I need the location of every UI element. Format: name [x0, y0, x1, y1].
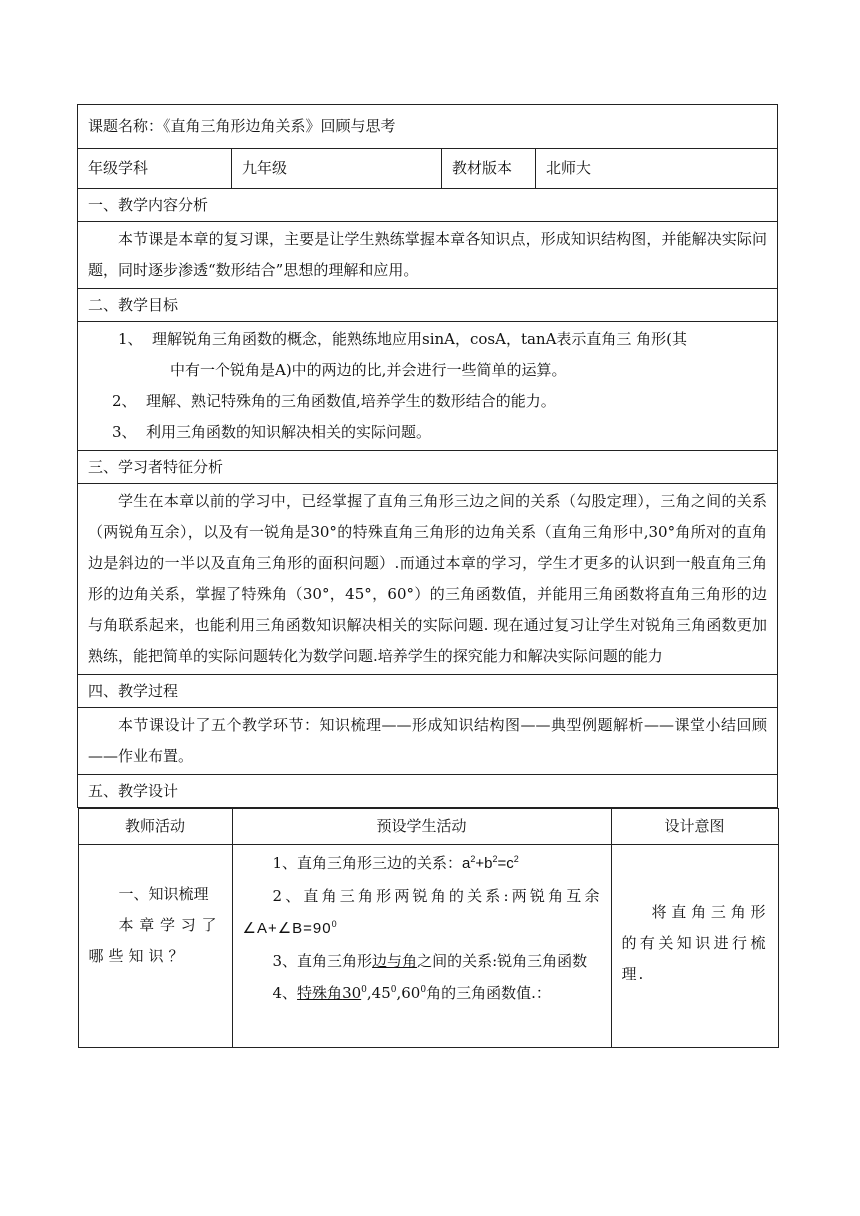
section-goals-title: 二、教学目标	[78, 289, 778, 322]
angle-sum-formula	[243, 920, 338, 937]
lesson-title: 课题名称：《直角三角形边角关系》回顾与思考	[78, 105, 778, 149]
teacher-activity-cell	[78, 845, 232, 1048]
grade-label: 年级学科	[78, 149, 232, 189]
exp-b: 2	[492, 854, 498, 864]
header-teacher-activity: 教师活动	[78, 809, 232, 845]
exp-c: 2	[513, 854, 519, 864]
goal-number: 1、	[118, 330, 143, 348]
teacher-activity-question: 本章学习了哪些知识？	[88, 916, 222, 965]
header-student-activity: 预设学生活动	[232, 809, 611, 845]
degree-mark: 0	[390, 985, 397, 995]
header-design-intent: 设计意图	[611, 809, 778, 845]
item3-suffix: 之间的关系:锐角三角函数	[417, 952, 588, 970]
goal-item-1	[88, 324, 767, 386]
student-item-3	[243, 945, 601, 977]
section-learner-body	[78, 484, 778, 675]
item4-underlined: 特殊角	[297, 984, 343, 1002]
student-item-1	[243, 847, 601, 880]
goal-number: 2、	[112, 392, 137, 410]
pythagoras-formula	[462, 855, 519, 872]
item2-text: 2、直角三角形两锐角的关系:两锐角互余	[272, 887, 601, 905]
goal-number: 3、	[112, 423, 137, 441]
exp-a: 2	[470, 854, 476, 864]
edition-value: 北师大	[536, 149, 778, 189]
goal-1-line-1: 理解锐角三角函数的概念，能熟练地应用sinA，cosA，tanA表示直角三 角形(其	[152, 330, 688, 348]
item4-prefix: 4、	[272, 984, 298, 1002]
student-activity-cell	[232, 845, 611, 1048]
goal-3-text: 利用三角函数的知识解决相关的实际问题。	[146, 423, 432, 441]
grade-value: 九年级	[232, 149, 442, 189]
angle-formula: ∠A+∠B=90	[242, 920, 332, 937]
item1-text: 1、直角三角形三边的关系：	[272, 854, 463, 872]
item3-underlined: 边与角	[372, 952, 418, 970]
angle-30-value: 30	[342, 984, 362, 1002]
section-learner-title: 三、学习者特征分析	[78, 451, 778, 484]
section-process-body	[78, 708, 778, 775]
lesson-plan-table	[77, 104, 778, 1048]
student-item-4	[243, 977, 601, 1009]
section-goals-body	[78, 322, 778, 451]
item3-prefix: 3、直角三角形	[272, 952, 373, 970]
section-content-analysis-title: 一、教学内容分析	[78, 189, 778, 222]
goal-1-line-2: 中有一个锐角是A)中的两边的比,并会进行一些简单的运算。	[170, 361, 567, 379]
design-table	[78, 808, 779, 1048]
goal-item-3	[88, 417, 767, 448]
process-text: 本节课设计了五个教学环节：知识梳理——形成知识结构图——典型例题解析——课堂小结回顾——作业布置。	[88, 716, 768, 765]
section-content-analysis-body	[78, 222, 778, 289]
degree-mark: 0	[361, 985, 367, 995]
formula-c: =c	[497, 855, 514, 872]
lesson-plan-document	[77, 104, 777, 1048]
item4-suffix: 角的三角函数值.：	[426, 984, 551, 1002]
formula-a: a	[462, 855, 471, 872]
design-intent-cell	[611, 845, 778, 1048]
design-intent-text: 将直角三角形的有关知识进行梳理.	[621, 903, 768, 983]
angle-45-value: ,45	[366, 984, 391, 1002]
learner-analysis-text: 学生在本章以前的学习中，已经掌握了直角三角形三边之间的关系（勾股定理），三角之间的关系（两锐角互余），以及有一锐角是30°的特殊直角三角形的边角关系（直角三角形中,30°角所对的直角边是斜边的一半以及直角三角形的面积问题）.而通过本章的学习，学生才更多的认识到一般直角三角形的边角关系，掌握了特殊角（30°，45°，60°）的三角函数值，并能用三角函数将直角三角形的边与角联系起来，也能利用三角函数知识解决相关的实际问题. 现在通过复习让学生对锐角三角函数更加熟练，能把简单的实际问题转化为数学问题.培养学生的探究能力和解决实际问题的能力	[88, 492, 768, 665]
formula-b: +b	[475, 855, 493, 872]
student-item-2	[243, 880, 601, 945]
goal-item-2	[88, 386, 767, 417]
degree-mark: 0	[420, 985, 427, 995]
teacher-activity-heading: 一、知识梳理	[118, 885, 209, 903]
goal-2-text: 理解、熟记特殊角的三角函数值,培养学生的数形结合的能力。	[146, 392, 556, 410]
goals-list	[88, 324, 767, 448]
section-design-title: 五、教学设计	[78, 775, 778, 808]
section-process-title: 四、教学过程	[78, 675, 778, 708]
angle-60-value: ,60	[396, 984, 421, 1002]
content-analysis-text: 本节课是本章的复习课，主要是让学生熟练掌握本章各知识点，形成知识结构图，并能解决实际问题，同时逐步渗透“数形结合”思想的理解和应用。	[88, 230, 768, 279]
degree-mark: 0	[331, 919, 338, 929]
edition-label: 教材版本	[442, 149, 536, 189]
angle-30	[342, 984, 361, 1002]
